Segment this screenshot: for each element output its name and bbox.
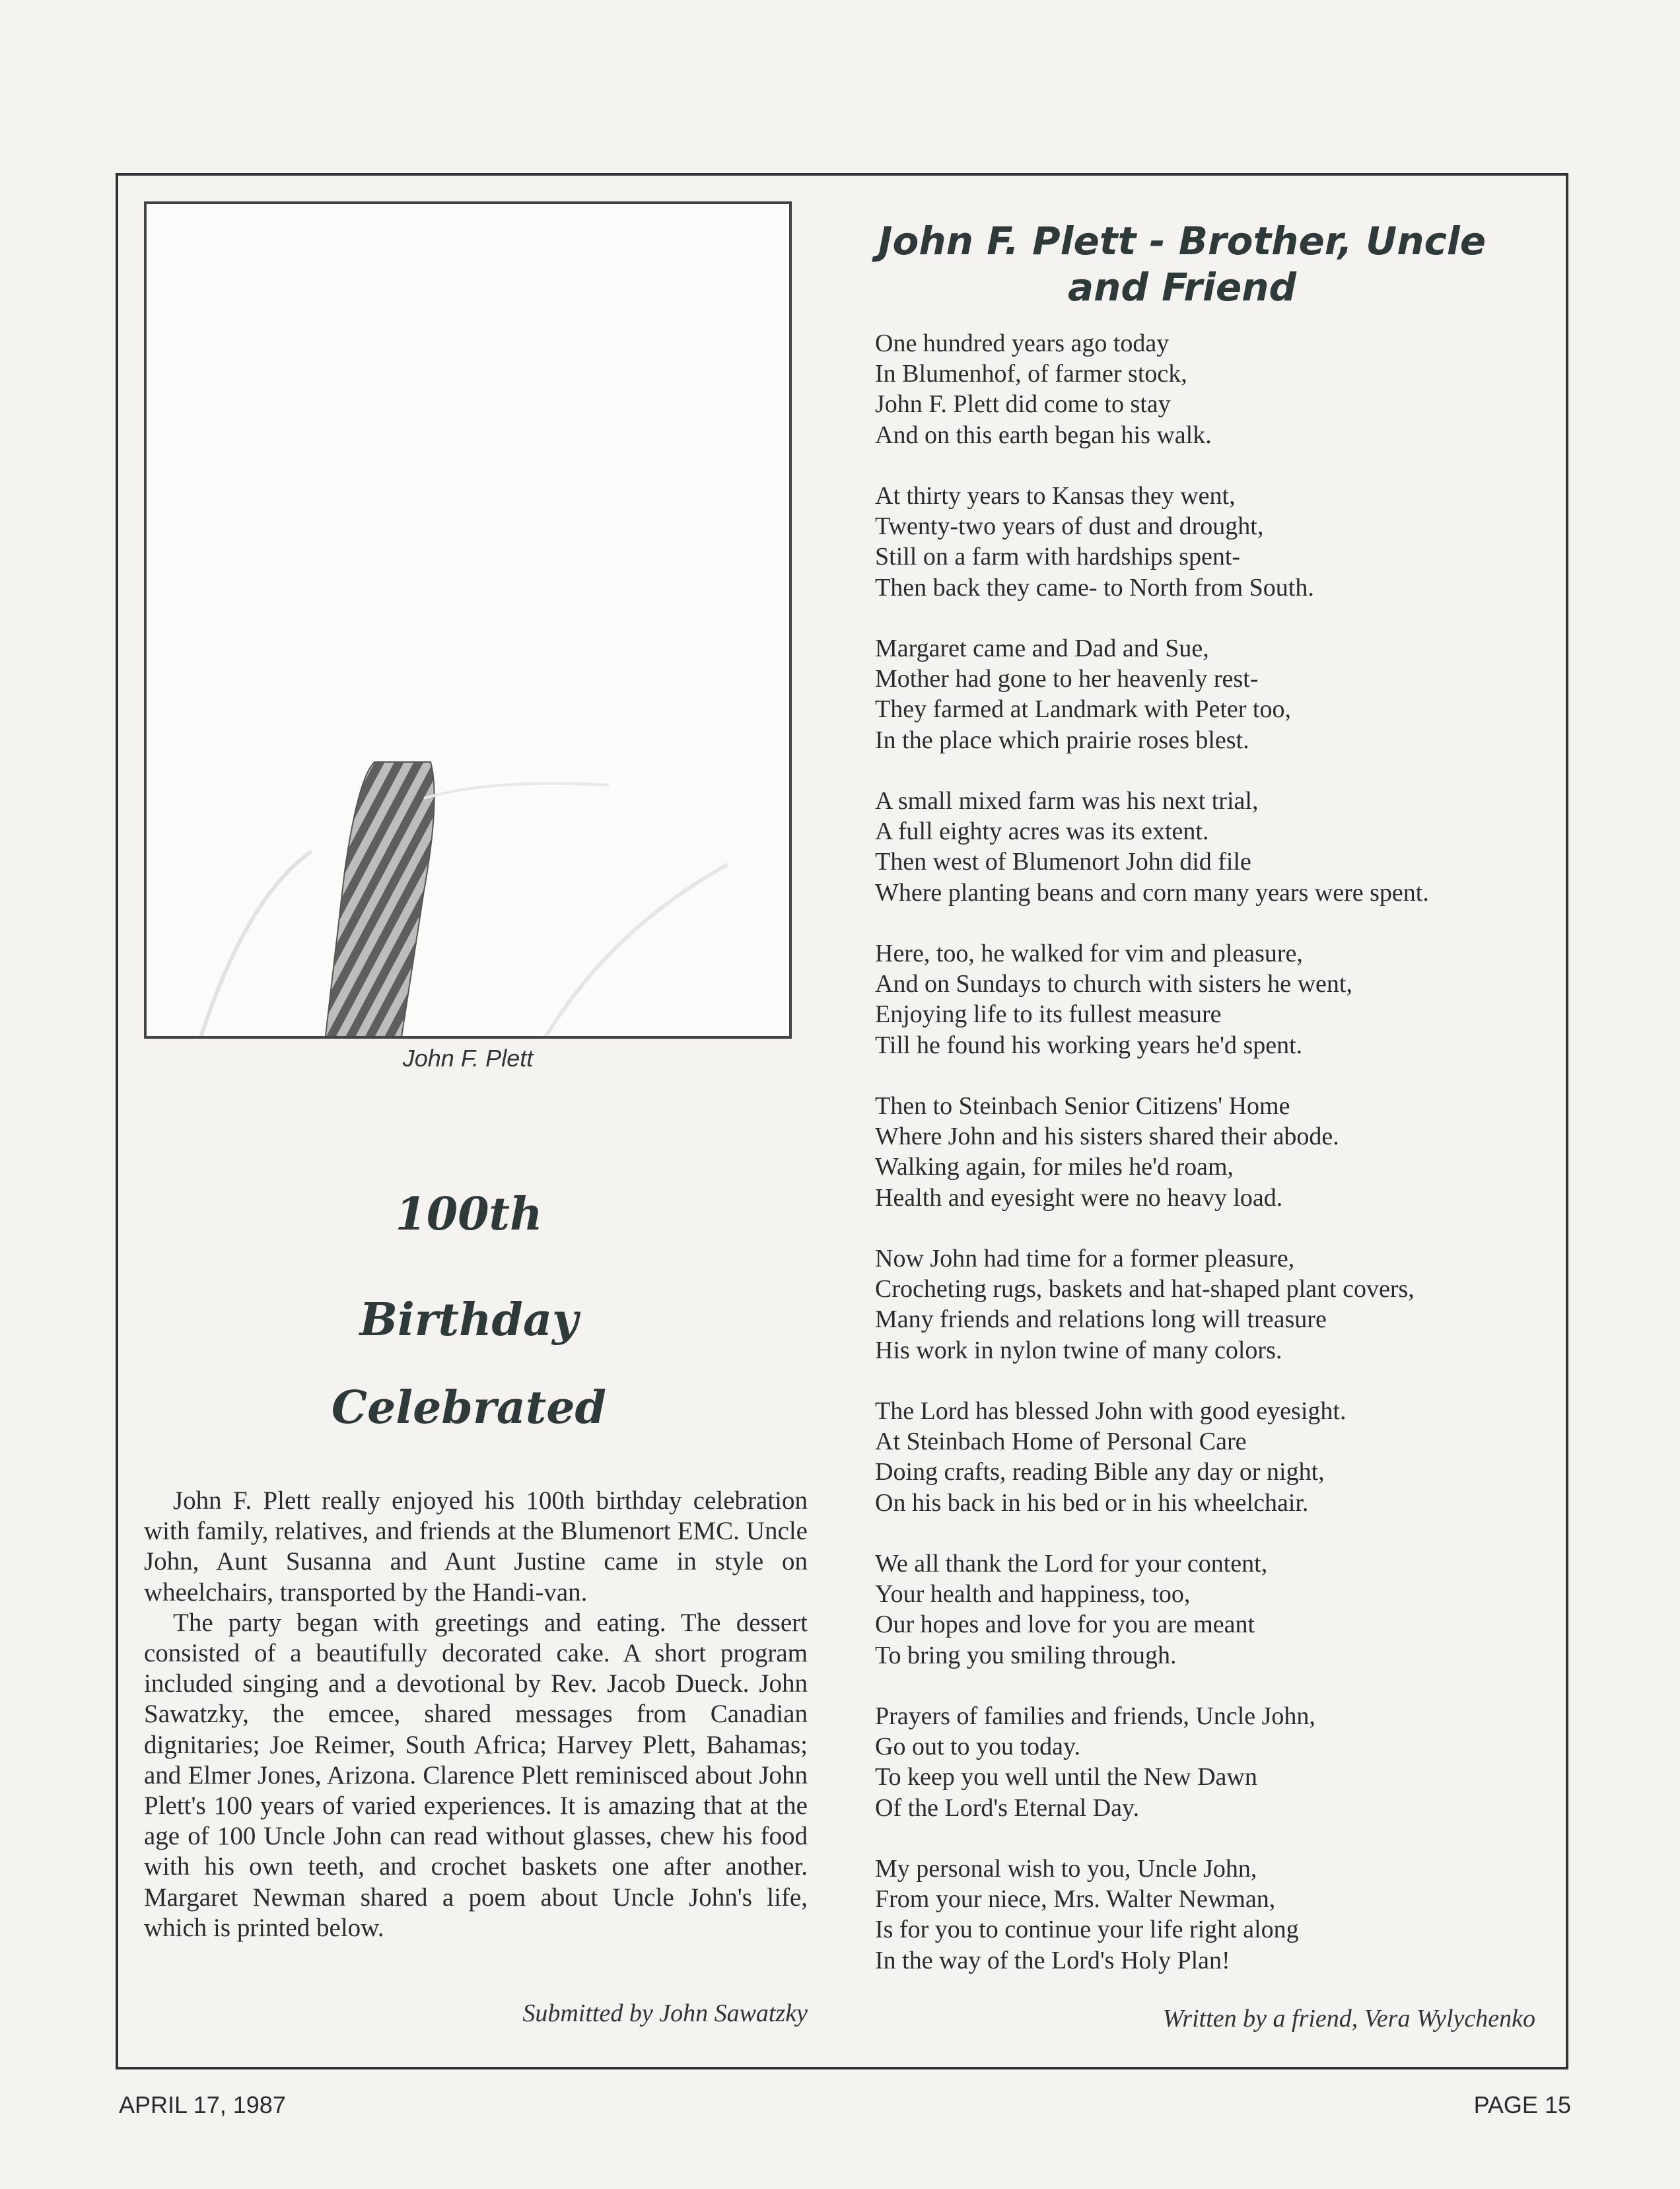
poem-line: Then west of Blumenort John did file [875,848,1251,876]
poem-title-line-2: and Friend [1067,265,1297,310]
poem-stanza [875,1243,1549,1366]
poem-line: Enjoying life to its fullest measure [875,1000,1222,1029]
poem-stanza [875,1701,1549,1823]
article-paragraph: John F. Plett really enjoyed his 100th birthday celebration with family, relatives, and friends at the Blumenort EMC. Uncle John, Aunt Susanna and Aunt Justine came in style on wheelchairs, transported by the Handi-van. [144,1486,808,1607]
article-body [144,1486,808,1943]
poem-line: Is for you to continue your life right along [875,1916,1299,1944]
article-credit: Submitted by John Sawatzky [522,1999,808,2027]
poem-line: In Blumenhof, of farmer stock, [875,360,1187,388]
poem-stanza [875,1091,1549,1213]
poem-line: And on this earth began his walk. [875,421,1212,449]
poem-line: The Lord has blessed John with good eyesight. [875,1397,1347,1425]
poem-stanza [875,633,1549,755]
poem-stanza [875,786,1549,908]
poem-line: We all thank the Lord for your content, [875,1550,1268,1578]
poem-line: Many friends and relations long will treasure [875,1305,1327,1334]
poem-stanza [875,1396,1549,1518]
poem-line: Prayers of families and friends, Uncle John, [875,1702,1315,1730]
article-paragraph: The party began with greetings and eating. The dessert consisted of a beautifully decorated cake. A short program included singing and a devotional by Rev. Jacob Dueck. John Sawatzky, the emcee, shared messages from Canadian dignitaries; Joe Reimer, South Africa; Harvey Plett, Bahamas; and Elmer Jones, Arizona. Clarence Plett reminisced about John Plett's 100 years of varied experiences. It is amazing that at the age of 100 Uncle John can read without glasses, chew his food with his own teeth, and crochet baskets one after another. Margaret Newman shared a poem about Uncle John's life, which is printed below. [144,1608,808,1942]
poem-line: Mother had gone to her heavenly rest- [875,665,1259,693]
poem-line: At Steinbach Home of Personal Care [875,1428,1247,1456]
poem-line: A small mixed farm was his next trial, [875,787,1259,815]
poem-line: To keep you well until the New Dawn [875,1763,1257,1791]
poem-stanza [875,1548,1549,1671]
photo-image [147,204,792,1039]
poem-line: In the way of the Lord's Holy Plan! [875,1946,1230,1974]
headline-line-3: Celebrated [331,1381,607,1434]
poem-line: Walking again, for miles he'd roam, [875,1153,1234,1181]
poem-title-line-1: John F. Plett - Brother, Uncle [878,219,1487,263]
poem-line: Till he found his working years he'd spent. [875,1031,1303,1059]
poem-line: Then back they came- to North from South. [875,573,1314,602]
poem-line: Of the Lord's Eternal Day. [875,1793,1140,1822]
poem-line: His work in nylon twine of many colors. [875,1336,1282,1364]
page-number: PAGE 15 [1473,2091,1571,2118]
poem-line: To bring you smiling through. [875,1641,1177,1669]
poem-stanza [875,1854,1549,1976]
poem-line: In the place which prairie roses blest. [875,726,1249,754]
poem-line: Our hopes and love for you are meant [875,1611,1255,1639]
poem-line: Now John had time for a former pleasure, [875,1245,1295,1272]
portrait-photo [144,201,792,1039]
poem-line: My personal wish to you, Uncle John, [875,1855,1257,1883]
poem-line: Go out to you today. [875,1733,1081,1761]
poem-line: Where planting beans and corn many years were spent. [875,878,1429,907]
headline-line-1: 100th [395,1188,543,1241]
poem-line: A full eighty acres was its extent. [875,817,1209,846]
poem-title [852,218,1512,310]
poem-line: Health and eyesight were no heavy load. [875,1183,1283,1212]
poem-line: Still on a farm with hardships spent- [875,543,1241,571]
poem-credit: Written by a friend, Vera Wylychenko [1162,2005,1535,2033]
issue-date: APRIL 17, 1987 [119,2091,286,2118]
headline-line-2: Birthday [359,1294,578,1346]
poem-stanza [875,938,1549,1060]
necktie-shape [325,762,435,1039]
poem-line: From your niece, Mrs. Walter Newman, [875,1885,1276,1914]
poem-line: Crocheting rugs, baskets and hat-shaped plant covers, [875,1275,1415,1303]
poem-line: And on Sundays to church with sisters he went, [875,970,1352,998]
poem-line: At thirty years to Kansas they went, [875,482,1236,510]
poem-stanza [875,481,1549,603]
poem-line: Doing crafts, reading Bible any day or night, [875,1458,1325,1486]
poem-line: They farmed at Landmark with Peter too, [875,695,1291,724]
poem-line: Where John and his sisters shared their abode. [875,1123,1339,1151]
poem-line: Margaret came and Dad and Sue, [875,635,1209,662]
poem-line: One hundred years ago today [875,330,1170,357]
poem-line: Your health and happiness, too, [875,1580,1191,1609]
poem-line: John F. Plett did come to stay [875,390,1171,419]
poem-line: On his back in his bed or in his wheelchair. [875,1488,1309,1517]
poem-line: Twenty-two years of dust and drought, [875,512,1264,541]
poem-body [875,328,1549,2006]
poem-stanza [875,328,1549,450]
photo-caption: John F. Plett [402,1045,534,1072]
poem-line: Here, too, he walked for vim and pleasure, [875,940,1303,967]
poem-line: Then to Steinbach Senior Citizens' Home [875,1092,1290,1120]
